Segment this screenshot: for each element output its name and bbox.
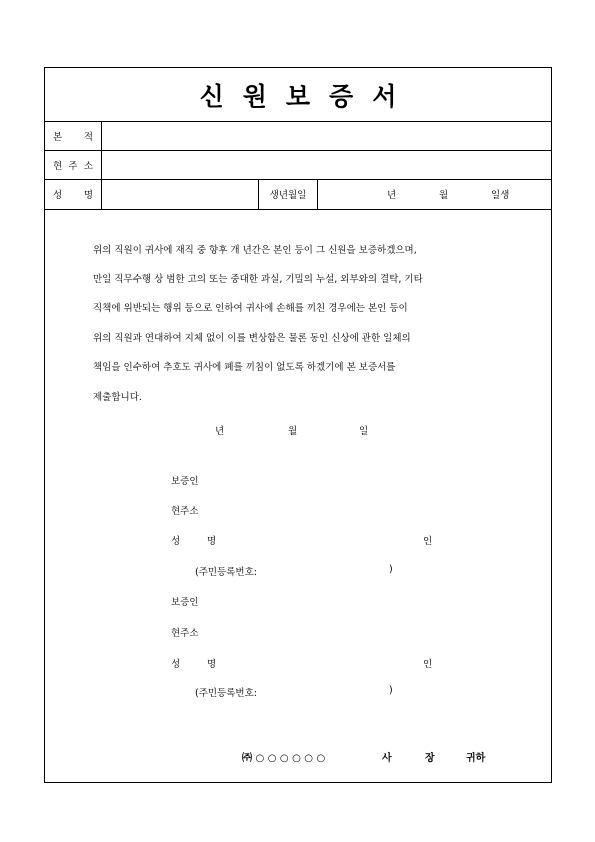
guarantor-2-title: 보증인 (171, 597, 199, 608)
name-label (45, 179, 102, 209)
guarantor-1-title: 보증인 (171, 476, 199, 487)
address-label-char-2: 주 (68, 160, 78, 172)
body-line-3: 직책에 위반되는 행위 등으로 인하여 귀사에 손해를 끼친 경우에는 본인 등이 (93, 303, 408, 314)
name-row (45, 179, 551, 210)
birth-day-suffix: 일생 (491, 190, 510, 201)
body-line-5: 책임을 인수하여 추호도 귀사에 폐를 끼침이 없도록 하겠기에 본 보증서를 (93, 362, 396, 373)
guarantor-2-reg-label: (주민등록번호: (195, 688, 257, 699)
address-label-char-1: 현 (53, 160, 63, 172)
guarantor-1-reg-label: (주민등록번호: (195, 567, 257, 578)
closing-gwiha: 귀하 (466, 753, 486, 764)
date-day: 일 (359, 426, 369, 437)
guarantor-1-name-label-a: 성 (171, 536, 181, 547)
closing-jang: 장 (425, 753, 435, 764)
guarantor-2-seal: 인 (423, 659, 433, 670)
body-line-1: 위의 직원이 귀사에 재직 중 향후 개 년간은 본인 등이 그 신원을 보증하겠으며, (93, 245, 417, 256)
guarantor-2-name-label-b: 명 (207, 659, 217, 670)
guarantor-1-seal: 인 (423, 536, 433, 547)
guarantor-2-name-label-a: 성 (171, 659, 181, 670)
body-line-4: 위의 직원과 연대하여 지체 없이 이를 변상함은 물론 동인 신상에 관한 일체의 (93, 333, 411, 344)
guarantor-1-reg-close: ) (389, 564, 393, 575)
date-year: 년 (215, 426, 225, 437)
document-title: 신원보증서 (199, 81, 416, 111)
address-label (45, 150, 102, 179)
domicile-label (45, 121, 102, 150)
date-month: 월 (288, 426, 298, 437)
title-row (45, 68, 551, 122)
name-label-char-1: 성 (53, 190, 63, 201)
guarantor-2-reg-close: ) (389, 685, 393, 696)
domicile-row (45, 121, 551, 151)
birth-year: 년 (387, 190, 397, 201)
guarantor-1-name-label-b: 명 (207, 536, 217, 547)
address-row (45, 150, 551, 180)
guarantee-form (44, 67, 552, 783)
guarantor-1-address-label: 현주소 (171, 506, 199, 517)
address-label-char-3: 소 (83, 160, 93, 172)
closing-sa: 사 (382, 753, 392, 764)
body-line-2: 만일 직무수행 상 범한 고의 또는 중대한 과실, 기밀의 누설, 외부와의 결탁, 기타 (93, 274, 423, 285)
birth-label: 생년월일 (258, 179, 318, 209)
body-line-6: 제출합니다. (93, 392, 142, 403)
closing-company: ㈜ ○ ○ ○ ○ ○ ○ (242, 753, 326, 764)
guarantor-2-address-label: 현주소 (171, 628, 199, 639)
birth-month: 월 (439, 190, 449, 201)
name-label-char-2: 명 (83, 190, 93, 201)
domicile-label-char-2: 적 (83, 131, 93, 143)
domicile-label-char-1: 본 (53, 131, 63, 143)
